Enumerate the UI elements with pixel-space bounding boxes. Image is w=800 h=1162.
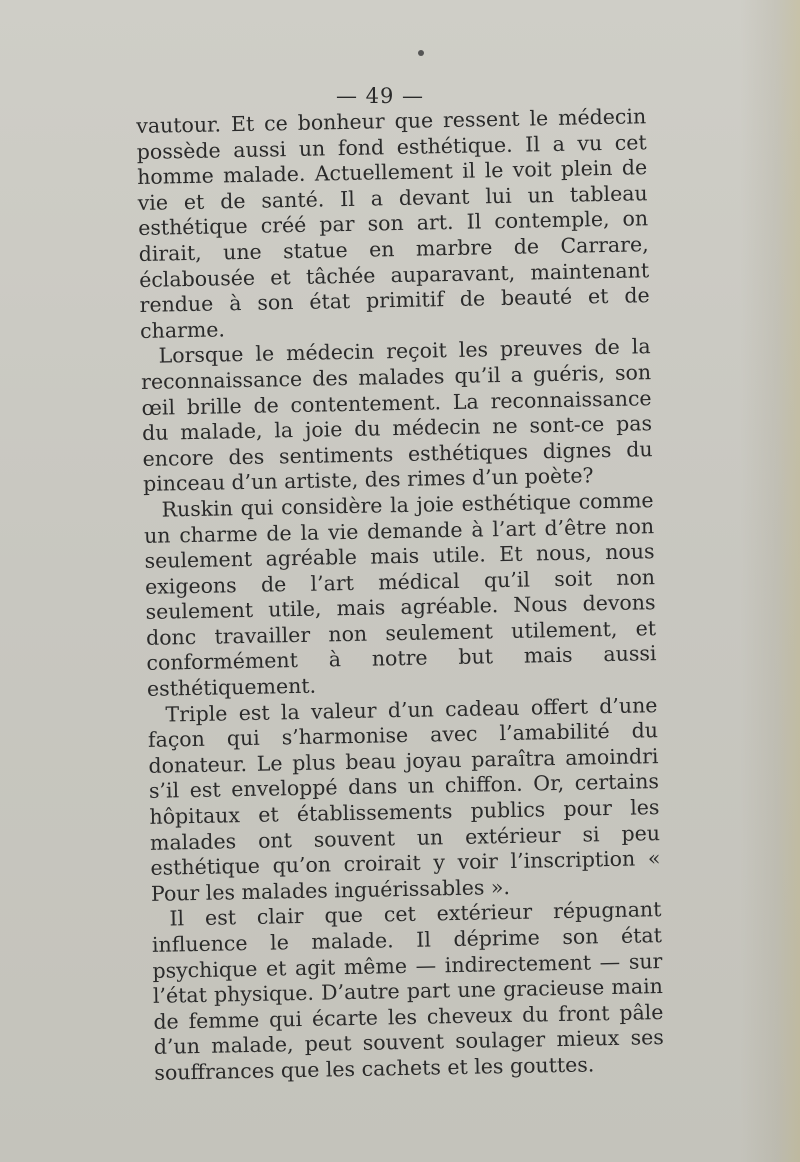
page-number: — 49 — bbox=[335, 84, 425, 108]
paragraph-5: Il est clair que cet extérieur répugnant influence le malade. Il déprime son état psychique et agit même — indirectement — sur l’état physique. D’autre part une gracieuse main de femme qui écarte les cheveux du front pâle d’un malade, peut souvent soulager mieux ses souffrances que les cachets et les gouttes. bbox=[151, 897, 665, 1085]
body-text bbox=[136, 104, 665, 1086]
paragraph-3: Ruskin qui considère la joie esthétique comme un charme de la vie demande à l’art d’être non seulement agréable mais utile. Et nous, nous exigeons de l’art médical qu’il soit non seulement utile, mais agréable. Nous devons donc travailler non seulement utilement, et conformément à notre but mais aussi esthétiquement. bbox=[143, 488, 657, 701]
ink-dot bbox=[418, 50, 424, 56]
paragraph-1: vautour. Et ce bonheur que ressent le médecin possède aussi un fond esthétique. Il a vu cet homme malade. Actuellement il le voit plein de vie et de santé. Il a devant lui un tableau esthétique créé par son art. Il contemple, on dirait, une statue en marbre de Carrare, éclabousée et tâchée auparavant, maintenant rendue à son état primitif de beauté et de charme. bbox=[136, 104, 650, 343]
paragraph-2: Lorsque le médecin reçoit les preuves de la reconnaissance des malades qu’il a guéris, son œil brille de contentement. La reconnaissance du malade, la joie du médecin ne sont-ce pas encore des sentiments esthétiques dignes du pinceau d’un artiste, des rimes d’un poète? bbox=[140, 334, 653, 497]
paragraph-4: Triple est la valeur d’un cadeau offert d’une façon qui s’harmonise avec l’amabilité du donateur. Le plus beau joyau paraîtra amoindri s’il est enveloppé dans un chiffon. Or, certains hôpitaux et établissements publics pour les malades ont souvent un extérieur si peu esthétique qu’on croirait y voir l’inscription « Pour les malades inguérissables ». bbox=[147, 692, 661, 906]
page-edge-shadow bbox=[740, 0, 800, 1162]
